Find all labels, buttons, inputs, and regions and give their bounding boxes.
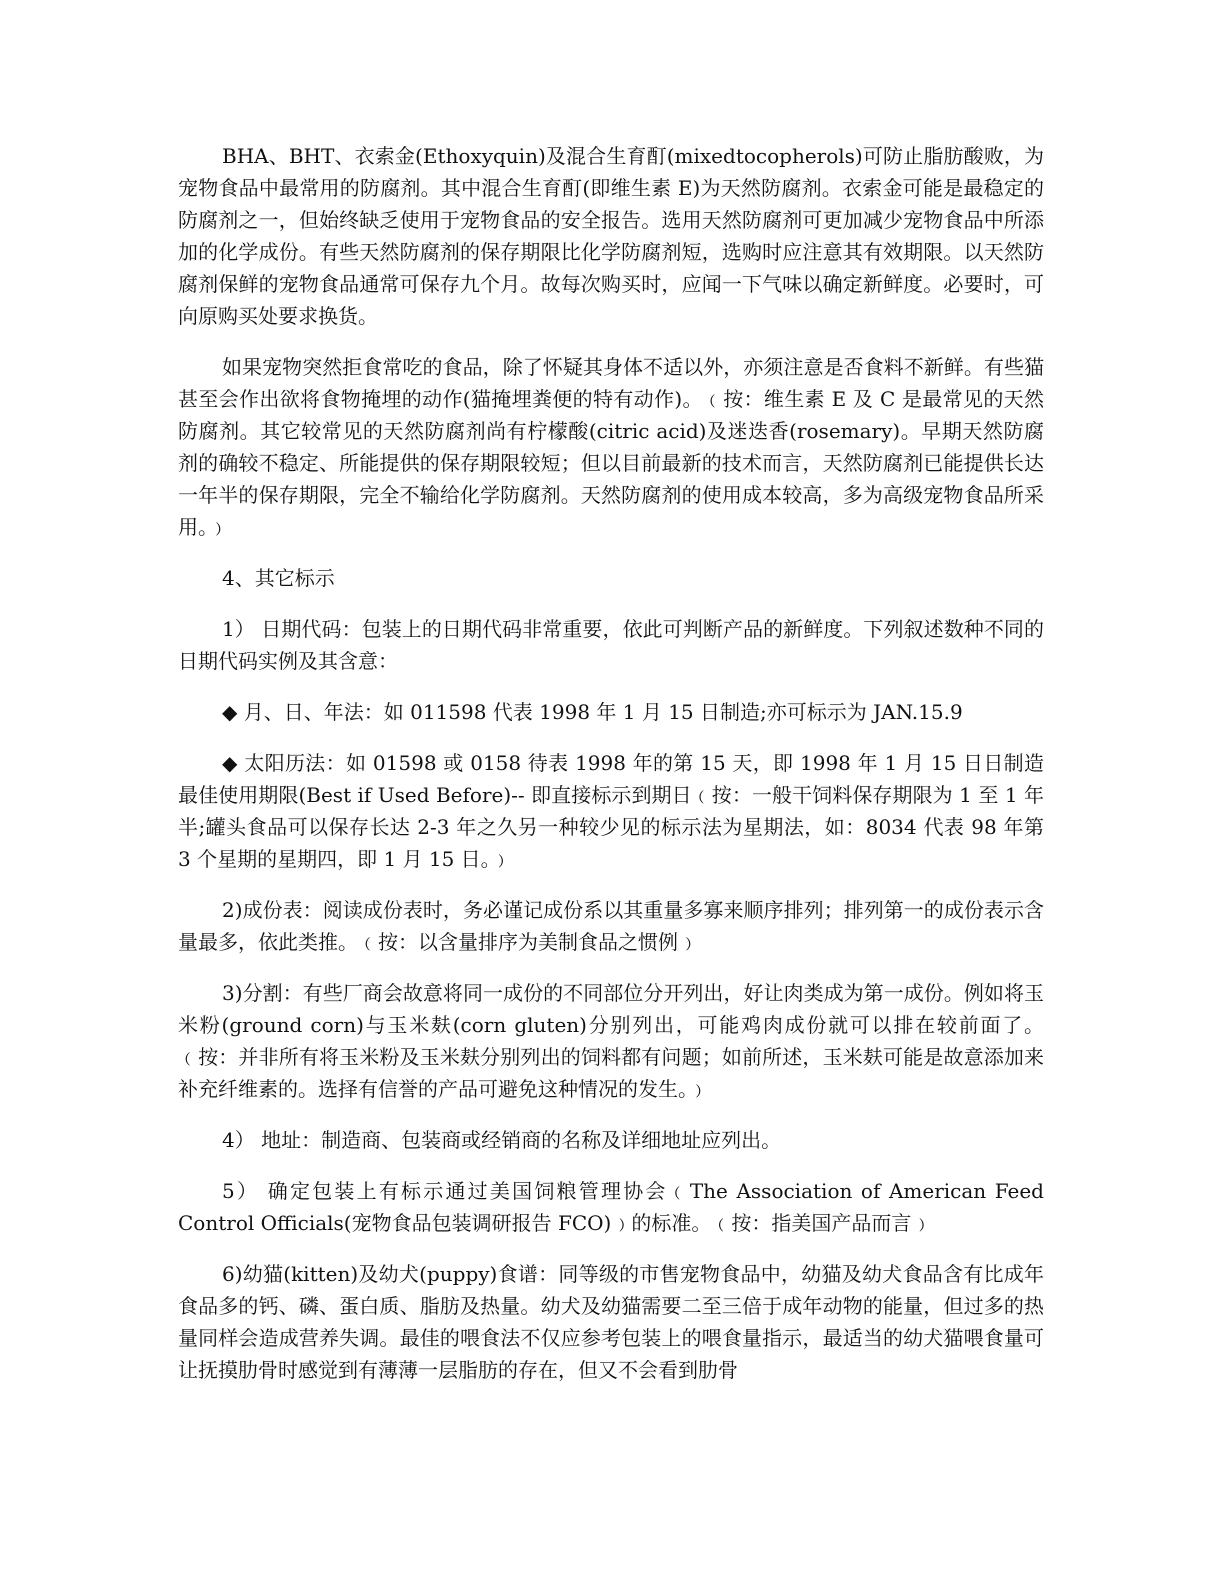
- paragraph-address: 4） 地址：制造商、包装商或经销商的名称及详细地址应列出。: [222, 1128, 782, 1152]
- paragraph-date-code: 1） 日期代码：包装上的日期代码非常重要，依此可判断产品的新鲜度。下列叙述数种不同的日期代码实例及其含意：: [178, 617, 1044, 673]
- paragraph-ingredient-list: 2)成份表：阅读成份表时，务必谨记成份系以其重量多寡来顺序排列；排列第一的成份表示含量最多，依此类推。﹙按：以含量排序为美制食品之惯例﹚: [178, 898, 1044, 954]
- bullet-julian-date: ◆ 太阳历法：如 01598 或 0158 待表 1998 年的第 15 天，即 1998 年 1 月 15 日日制造最佳使用期限(Best if Used Before)-- 即直接标示到期日﹙按：一般干饲料保存期限为 1 至 1 年半;罐头食品可以保存长达 2-3 年之久另一种较少见的标示法为星期法，如：8034 代表 98 年第 3 个星期的星期四，即 1 月 15 日。﹚: [178, 751, 1044, 871]
- document-page: [178, 140, 1044, 1405]
- paragraph-kitten-puppy: 6)幼猫(kitten)及幼犬(puppy)食谱：同等级的市售宠物食品中，幼猫及幼犬食品含有比成年食品多的钙、磷、蛋白质、脂肪及热量。幼犬及幼猫需要二至三倍于成年动物的能量，但过多的热量同样会造成营养失调。最佳的喂食法不仅应参考包装上的喂食量指示，最适当的幼犬猫喂食量可让抚摸肋骨时感觉到有薄薄一层脂肪的存在，但又不会看到肋骨: [178, 1262, 1044, 1382]
- bullet-month-day-year: ◆ 月、日、年法：如 011598 代表 1998 年 1 月 15 日制造;亦可标示为 JAN.15.9: [222, 700, 963, 724]
- paragraph-splitting: 3)分割：有些厂商会故意将同一成份的不同部位分开列出，好让肉类成为第一成份。例如将玉米粉(ground corn)与玉米麸(corn gluten)分别列出，可能鸡肉成份就可以排在较前面了。﹙按：并非所有将玉米粉及玉米麸分别列出的饲料都有问题；如前所述，玉米麸可能是故意添加来补充纤维素的。选择有信誉的产品可避免这种情况的发生。﹚: [178, 981, 1044, 1101]
- paragraph-preservatives: BHA、BHT、衣索金(Ethoxyquin)及混合生育酊(mixedtocopherols)可防止脂肪酸败，为宠物食品中最常用的防腐剂。其中混合生育酊(即维生素 E)为天然防腐剂。衣索金可能是最稳定的防腐剂之一，但始终缺乏使用于宠物食品的安全报告。选用天然防腐剂可更加减少宠物食品中所添加的化学成份。有些天然防腐剂的保存期限比化学防腐剂短，选购时应注意其有效期限。以天然防腐剂保鲜的宠物食品通常可保存九个月。故每次购买时，应闻一下气味以确定新鲜度。必要时，可向原购买处要求换货。: [178, 144, 1044, 328]
- section-heading-other-labels: 4、其它标示: [222, 566, 335, 590]
- paragraph-refusal-food: 如果宠物突然拒食常吃的食品，除了怀疑其身体不适以外，亦须注意是否食料不新鲜。有些猫甚至会作出欲将食物掩埋的动作(猫掩埋粪便的特有动作)。﹙按：维生素 E 及 C 是最常见的天然防腐剂。其它较常见的天然防腐剂尚有柠檬酸(citric acid)及迷迭香(rosemary)。早期天然防腐剂的确较不稳定、所能提供的保存期限较短；但以目前最新的技术而言，天然防腐剂已能提供长达一年半的保存期限，完全不输给化学防腐剂。天然防腐剂的使用成本较高，多为高级宠物食品所采用。﹚: [178, 355, 1044, 539]
- paragraph-aafco: 5） 确定包装上有标示通过美国饲粮管理协会﹙The Association of American Feed Control Officials(宠物食品包装调研报告 FCO)﹚的标准。﹙按：指美国产品而言﹚: [178, 1179, 1044, 1235]
